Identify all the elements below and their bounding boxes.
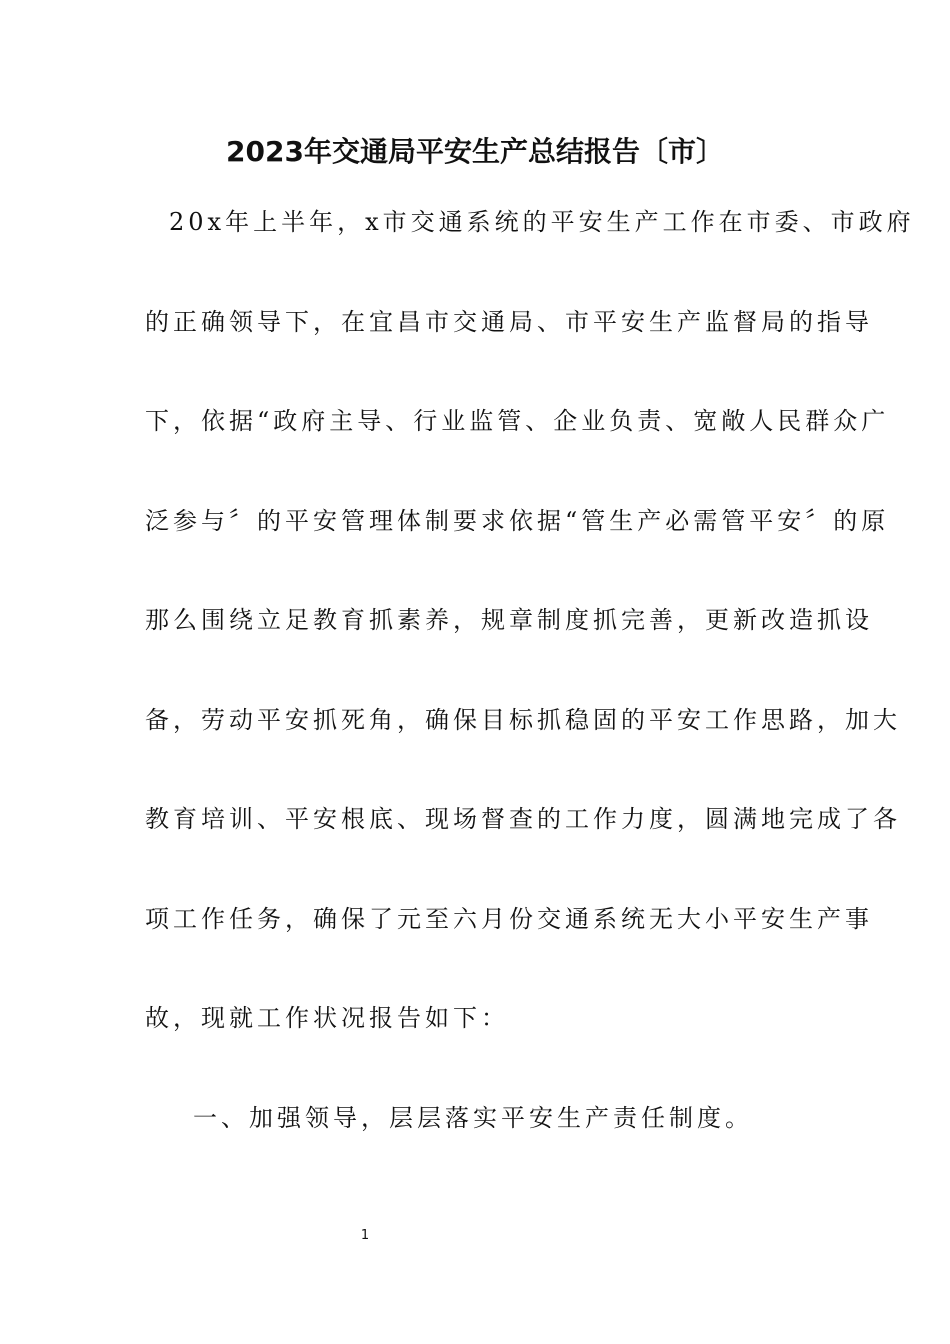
paragraph-line-7: 教育培训、平安根底、现场督查的工作力度，圆满地完成了各 — [145, 805, 901, 833]
paragraph-line-4: 泛参与〞的平安管理体制要求依据“管生产必需管平安〞的原 — [145, 507, 890, 535]
paragraph-line-3: 下，依据“政府主导、行业监管、企业负责、宽敞人民群众广 — [145, 407, 890, 435]
paragraph-line-8: 项工作任务，确保了元至六月份交通系统无大小平安生产事 — [145, 905, 873, 933]
section-heading: 一、加强领导，层层落实平安生产责任制度。 — [193, 1104, 753, 1132]
document-title: 2023年交通局平安生产总结报告〔市〕 — [226, 135, 724, 168]
paragraph-line-5: 那么围绕立足教育抓素养，规章制度抓完善，更新改造抓设 — [145, 606, 873, 634]
paragraph-line-6: 备，劳动平安抓死角，确保目标抓稳固的平安工作思路，加大 — [145, 706, 901, 734]
page-number: 1 — [360, 1228, 370, 1243]
paragraph-line-2: 的正确领导下，在宜昌市交通局、市平安生产监督局的指导 — [145, 308, 873, 336]
paragraph-line-1: 20x年上半年，x市交通系统的平安生产工作在市委、市政府 — [169, 208, 915, 236]
paragraph-line-9: 故，现就工作状况报告如下： — [145, 1004, 509, 1032]
